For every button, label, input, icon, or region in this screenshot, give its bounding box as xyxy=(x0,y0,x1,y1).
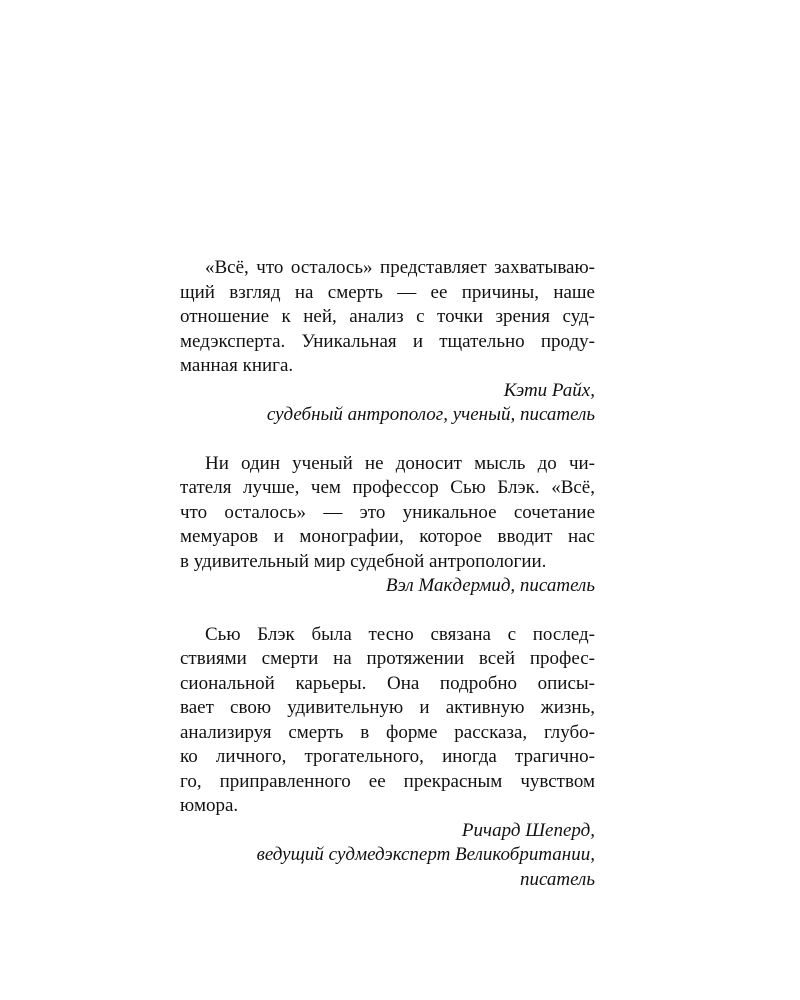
quote-line: Ни один ученый не доносит мысль до чи- xyxy=(205,452,595,474)
quote-line: что осталось» — это уникальное сочетание xyxy=(180,501,595,523)
quote-line: «Всё, что осталось» представляет захватываю- xyxy=(205,257,595,278)
attribution-line: писатель xyxy=(519,868,595,890)
quote-line: ко личного, трогательного, иногда трагично- xyxy=(180,746,595,767)
quote-mcdermid xyxy=(180,452,595,599)
quote-line: вает свою удивительную и активную жизнь, xyxy=(180,697,595,718)
quote-shepherd xyxy=(180,623,595,893)
quote-line: Сью Блэк была тесно связана с послед- xyxy=(205,623,595,645)
attribution-line: Кэти Райх, xyxy=(503,379,595,401)
quote-line: юмора. xyxy=(180,795,239,816)
quote-line: сиональной карьеры. Она подробно описы- xyxy=(180,672,595,694)
quote-line: медэксперта. Уникальная и тщательно проду- xyxy=(180,330,595,352)
praise-column xyxy=(180,256,595,892)
quote-line: отношение к ней, анализ с точки зрения суд- xyxy=(180,306,595,327)
quote-reichs xyxy=(180,256,595,428)
attribution-line: судебный антрополог, ученый, писатель xyxy=(266,404,595,425)
quote-line: щий взгляд на смерть — ее причины, наше xyxy=(180,281,595,303)
quote-line: мемуаров и монографии, которое вводит нас xyxy=(180,526,595,547)
attribution-line: Вэл Макдермид, писатель xyxy=(385,575,595,596)
quote-line: манная книга. xyxy=(180,355,294,376)
quote-line: тателя лучше, чем профессор Сью Блэк. «Всё, xyxy=(180,477,595,498)
quote-line: го, приправленного ее прекрасным чувством xyxy=(180,770,595,792)
quote-line: анализируя смерть в форме рассказа, глубо- xyxy=(180,721,595,743)
quote-line: ствиями смерти на протяжении всей профес- xyxy=(180,648,595,669)
quote-line: в удивительный мир судебной антропологии. xyxy=(180,550,547,572)
attribution-line: Ричард Шеперд, xyxy=(461,819,595,841)
attribution-line: ведущий судмедэксперт Великобритании, xyxy=(256,844,595,865)
